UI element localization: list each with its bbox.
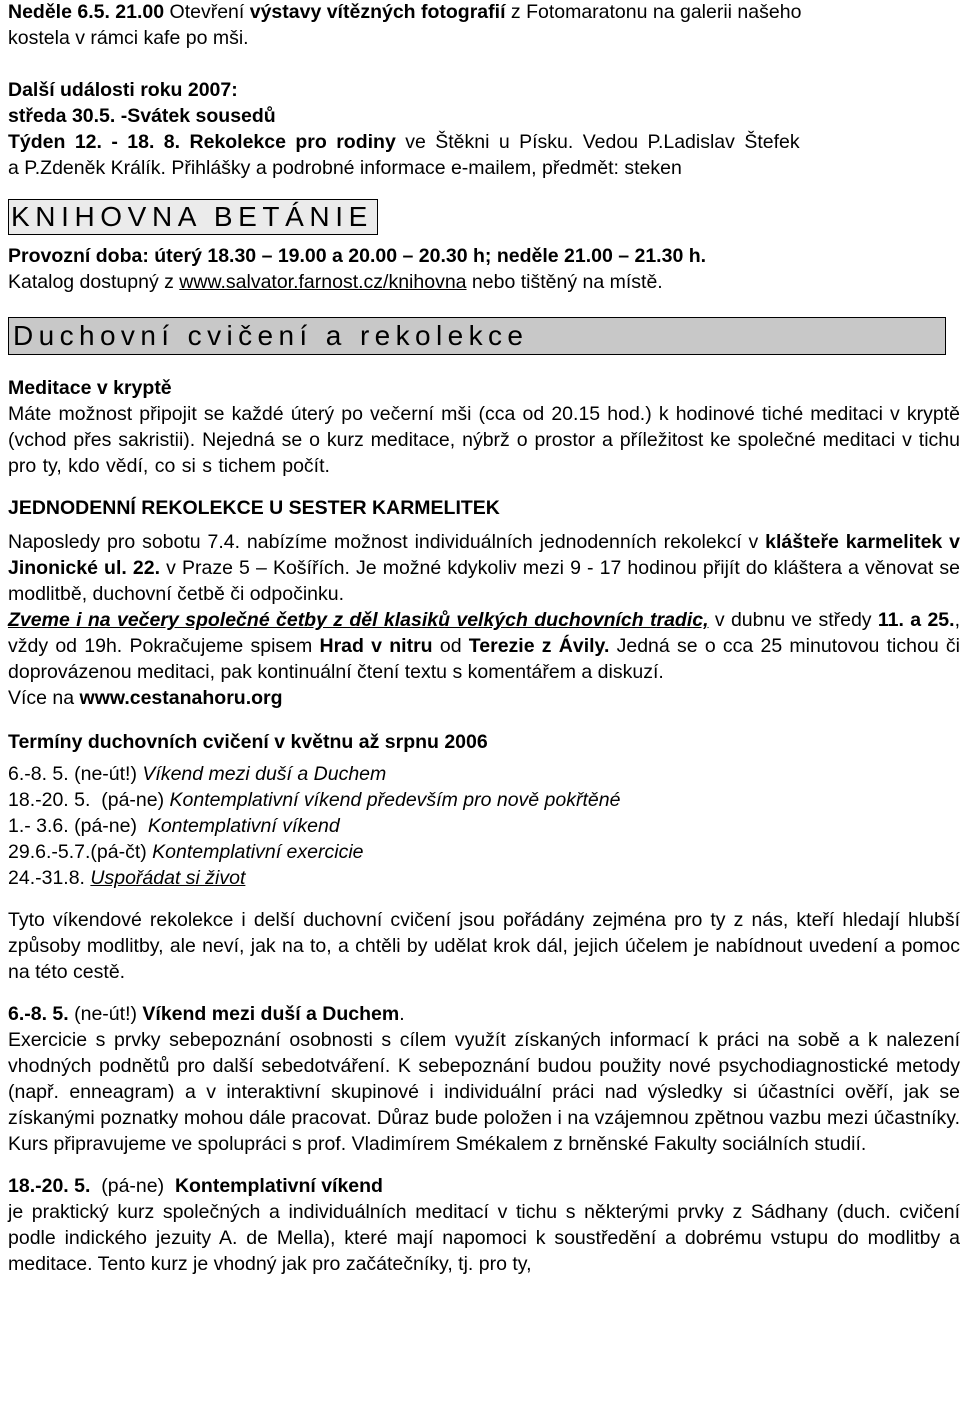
term-date: 29.6.-5.7.(pá-čt): [8, 841, 153, 863]
catalog-text-a: Katalog dostupný z: [8, 271, 180, 293]
exhibition-title: výstavy vítězných fotografií: [249, 1, 506, 23]
library-banner-text: KNIHOVNA BETÁNIE: [11, 201, 373, 232]
v1-heading: [8, 1001, 960, 1027]
v2-heading: [8, 1173, 960, 1199]
event-sousedu: [8, 103, 960, 129]
v2-days: (pá-ne): [90, 1175, 175, 1197]
cteni-b: v dubnu ve středy: [708, 609, 878, 631]
catalog-text-b: nebo tištěný na místě.: [466, 271, 663, 293]
cteni-f: od: [432, 635, 469, 657]
cteni-d: , vždy od 19h. Pokračujeme spisem: [8, 609, 960, 657]
terminy-title: Termíny duchovních cvičení v květnu až srpnu 2006: [8, 731, 488, 753]
spiritual-banner-text: Duchovní cvičení a rekolekce: [13, 320, 529, 351]
term-title: Kontemplativní víkend především pro nově pokřtěné: [169, 789, 621, 811]
v1-title: Víkend mezi duší a Duchem: [142, 1003, 400, 1025]
terms-list: [8, 761, 960, 891]
karmelitky-title: [8, 495, 960, 521]
term-date: 18.-20. 5. (pá-ne): [8, 789, 170, 811]
term-title: Kontemplativní exercicie: [152, 841, 364, 863]
v1-days: (ne-út!): [74, 1003, 143, 1025]
term-date: 1.- 3.6. (pá-ne): [8, 815, 148, 837]
event-sousedu-title: -Svátek sousedů: [115, 105, 276, 127]
event-rekolekce-info: a P.Zdeněk Králík. Přihlášky a podrobné informace e-mailem, předmět: steken: [8, 157, 682, 179]
term-date: 24.-31.8.: [8, 867, 91, 889]
event-rekolekce-title: Týden 12. - 18. 8. Rekolekce pro rodiny: [8, 131, 396, 153]
spiritual-banner: [8, 317, 946, 355]
cteni-dates: 11. a 25.: [877, 609, 955, 631]
meditace-paragraph: Máte možnost připojit se každé úterý po večerní mši (cca od 20.15 hod.) k hodinové tiché meditaci v kryptě (vchod přes sakristii). Nejedná se o kurz meditace, nýbrž o prostor a příležitost ke společné meditaci v tichu pro ty, kdo vědí, co si s tichem počít.: [8, 403, 960, 477]
karmelitky-paragraph: [8, 529, 960, 607]
term-item: [8, 813, 960, 839]
term-title: Víkend mezi duší a Duchem: [142, 763, 387, 785]
event-sousedu-date: středa 30.5.: [8, 105, 116, 127]
vice-text: Více na: [8, 687, 80, 709]
exhibition-text-a: Otevření: [169, 1, 250, 23]
v2-date: 18.-20. 5.: [8, 1175, 91, 1197]
karm-place: klášteře karmelitek v Jinonické ul. 22.: [8, 531, 960, 579]
term-title: Kontemplativní víkend: [147, 815, 340, 837]
events-title-text: Další události roku 2007:: [8, 79, 238, 101]
exhibition-date: Neděle 6.5. 21.00: [8, 1, 170, 23]
summary-paragraph: Tyto víkendové rekolekce i delší duchovní cvičení jsou pořádány zejména pro ty z nás, kteří hledají hlubší způsoby modlitby, ale neví, jak na to, a chtěli by udělat krok dál, jejich účelem je nabídnout uvedení a pomoc na této cestě.: [8, 909, 960, 983]
exhibition-line: [8, 0, 960, 25]
v1-dot: .: [399, 1003, 405, 1025]
library-hours-text: Provozní doba: úterý 18.30 – 19.00 a 20.00 – 20.30 h; neděle 21.00 – 21.30 h.: [8, 245, 707, 267]
vice-line: [8, 685, 960, 711]
event-rekolekce: [8, 129, 960, 155]
cteni-invite: Zveme i na večery společné četby z děl klasiků velkých duchovních tradic,: [8, 609, 709, 631]
cteni-h: Jedná se o cca 25 minutovou tichou či doprovázenou meditaci, pak kontinuální čtení textu s komentářem a diskuzí.: [8, 635, 960, 683]
library-banner: [8, 199, 378, 235]
karm-text-a: Naposledy pro sobotu 7.4. nabízíme možnost individuálních jednodenních rekolekcí v: [8, 531, 766, 553]
v1-paragraph: Exercicie s prvky sebepoznání osobnosti s cílem využít získaných informací k práci na sobě a k nalezení vhodných podnětů pro další sebedotváření. K sebepoznání budou použity nové psychodiagnostické metody (např. enneagram) a v interaktivní skupinové i individuální práci nad výsledky si účastníci ověří, jak se získanými poznatky mohou dále pracovat. Důraz bude položen i na vzájemnou zpětnou vazbu mezi účastníky. Kurs připravujeme ve spolupráci s prof. Vladimírem Smékalem z brněnské Fakulty sociálních studií.: [8, 1029, 960, 1155]
meditace-title: Meditace v kryptě: [8, 377, 172, 399]
term-item: [8, 865, 960, 891]
catalog-link[interactable]: www.salvator.farnost.cz/knihovna: [179, 271, 467, 293]
term-item: [8, 787, 960, 813]
term-title: Uspořádat si život: [90, 867, 246, 889]
cestanahoru-link[interactable]: www.cestanahoru.org: [79, 687, 283, 709]
library-hours: [8, 243, 960, 269]
exhibition-text-b: z Fotomaratonu na galerii našeho: [505, 1, 802, 23]
term-date: 6.-8. 5. (ne-út!): [8, 763, 143, 785]
exhibition-line-2: kostela v rámci kafe po mši.: [8, 27, 249, 49]
term-item: [8, 761, 960, 787]
karm-text-c: v Praze 5 – Košířích. Je možné kdykoliv mezi 9 - 17 hodinou přijít do kláštera a věnovat se modlitbě, duchovní četbě či odpočinku.: [8, 557, 960, 605]
v2-paragraph: je praktický kurz společných a individuálních meditací v tichu s některými prvky z Sádhany (duch. cvičení podle indického jezuity A. de Mella), které mají napomoci k soustředění a dobrému vstupu do modlitby a meditace. Tento kurz je vhodný jak pro začátečníky, tj. pro ty,: [8, 1201, 960, 1275]
cteni-author: Terezie z Ávily.: [468, 635, 610, 657]
library-catalog: [8, 269, 960, 295]
karmelitky-title-text: JEDNODENNÍ REKOLEKCE U SESTER KARMELITEK: [8, 497, 500, 519]
cteni-paragraph: [8, 607, 960, 685]
term-item: [8, 839, 960, 865]
v1-date: 6.-8. 5.: [8, 1003, 75, 1025]
events-title: [8, 77, 960, 103]
cteni-book: Hrad v nitru: [319, 635, 433, 657]
event-rekolekce-place: ve Štěkni u Písku. Vedou P.Ladislav Štefek: [395, 131, 800, 153]
v2-title: Kontemplativní víkend: [174, 1175, 383, 1197]
